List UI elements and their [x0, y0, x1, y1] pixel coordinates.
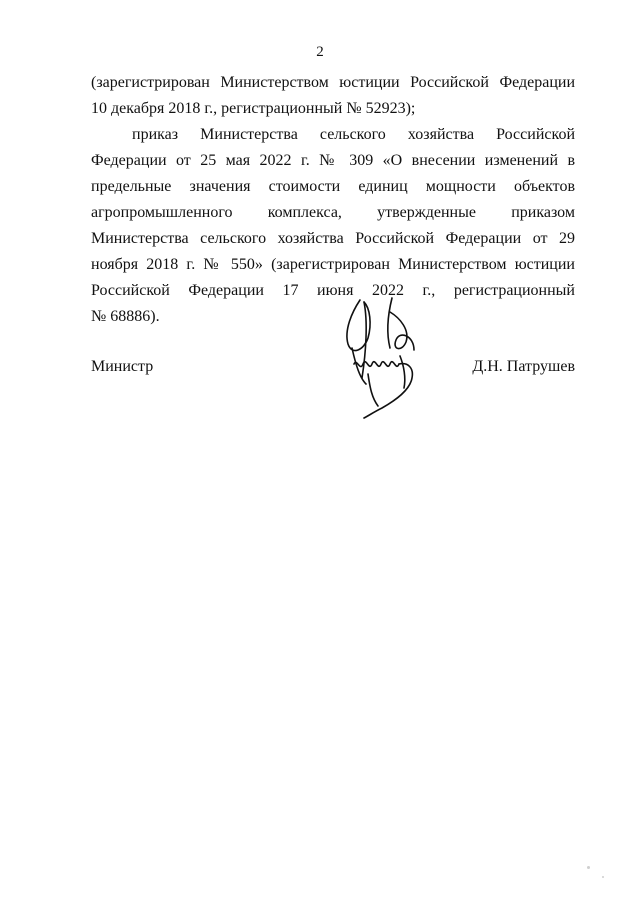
paragraph-1-line-1: (зарегистрирован Министерством юстиции Российской Федерации — [91, 74, 575, 91]
signatory-name: Д.Н. Патрушев — [472, 358, 575, 375]
page-number: 2 — [316, 44, 324, 60]
scan-speck — [587, 866, 590, 869]
paragraph-2-last-line: № 68886). — [91, 308, 160, 325]
scan-speck — [602, 876, 604, 878]
handwritten-signature — [330, 292, 430, 422]
document-body — [91, 70, 575, 330]
paragraph-2: приказ Министерства сельского хозяйства Российской Федерации от 25 мая 2022 г. № 309 «О внесении изменений в предельные значения стоимости единиц мощности объектов агропромышленного комплекса, утвержденные приказом Министерства сельского хозяйства Российской Федерации от 29 ноября 2018 г. № 550» (зарегистрирован Министерством юстиции Российской Федерации 17 июня 2022 г., регистрационный — [91, 126, 575, 299]
signatory-title: Министр — [91, 358, 154, 375]
paragraph-1-line-2: 10 декабря 2018 г., регистрационный № 52923); — [91, 100, 416, 117]
